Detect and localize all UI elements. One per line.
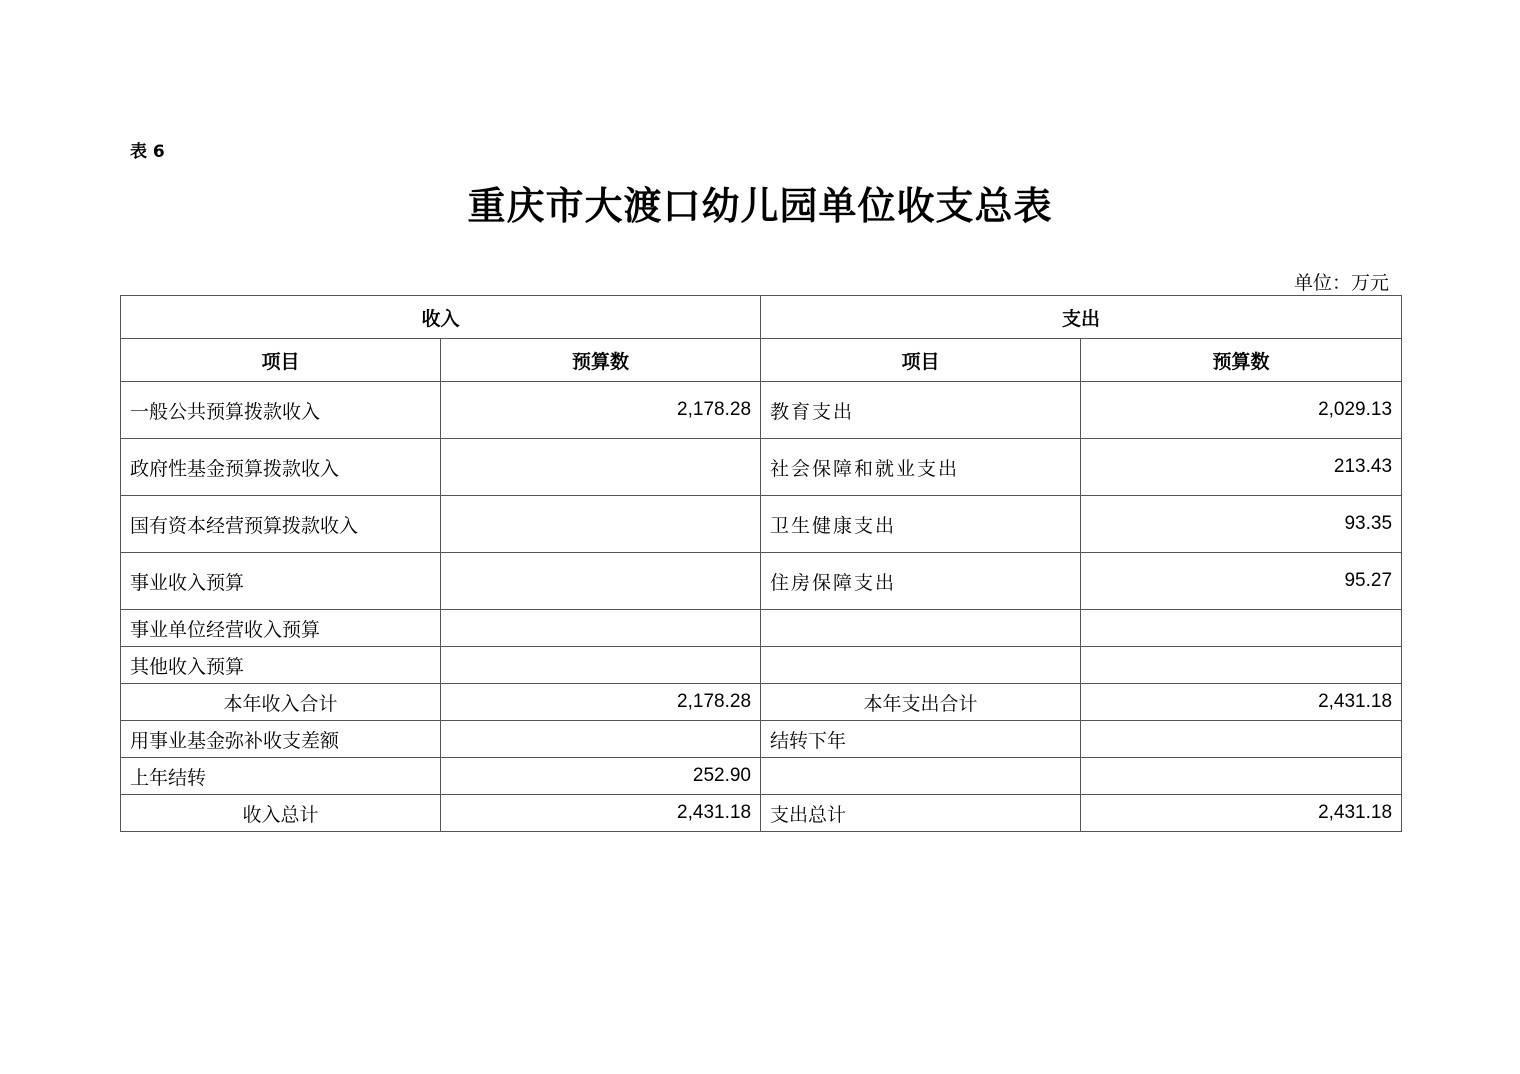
- expense-value-cell: 2,029.13: [1081, 382, 1402, 439]
- expense-section-header: 支出: [761, 296, 1402, 339]
- income-value-cell: [441, 610, 761, 647]
- expense-subtotal-label: 本年支出合计: [761, 684, 1081, 721]
- expense-value-cell: 213.43: [1081, 439, 1402, 496]
- subtotal-row: [121, 684, 1402, 721]
- expense-value-cell: [1081, 647, 1402, 684]
- income-value-cell: 2,178.28: [441, 382, 761, 439]
- income-total-label: 收入总计: [121, 795, 441, 832]
- income-expense-summary-table: [120, 295, 1402, 832]
- income-value-cell: 252.90: [441, 758, 761, 795]
- expense-item-cell: 卫生健康支出: [761, 496, 1081, 553]
- expense-value-cell: [1081, 721, 1402, 758]
- expense-subtotal-value: 2,431.18: [1081, 684, 1402, 721]
- expense-value-cell: 93.35: [1081, 496, 1402, 553]
- document-title: 重庆市大渡口幼儿园单位收支总表: [467, 184, 1053, 228]
- income-item-cell: 国有资本经营预算拨款收入: [121, 496, 441, 553]
- table-row: [121, 610, 1402, 647]
- expense-total-label: 支出总计: [761, 795, 1081, 832]
- income-item-cell: 政府性基金预算拨款收入: [121, 439, 441, 496]
- expense-item-cell: 教育支出: [761, 382, 1081, 439]
- income-subtotal-value: 2,178.28: [441, 684, 761, 721]
- income-item-cell: 事业收入预算: [121, 553, 441, 610]
- income-value-cell: [441, 721, 761, 758]
- expense-item-cell: 结转下年: [761, 721, 1081, 758]
- income-total-value: 2,431.18: [441, 795, 761, 832]
- table-number-label: 表 6: [130, 142, 165, 162]
- income-item-cell: 事业单位经营收入预算: [121, 610, 441, 647]
- income-budget-header: 预算数: [441, 339, 761, 382]
- income-subtotal-label: 本年收入合计: [121, 684, 441, 721]
- income-item-cell: 一般公共预算拨款收入: [121, 382, 441, 439]
- income-value-cell: [441, 647, 761, 684]
- income-item-cell: 上年结转: [121, 758, 441, 795]
- table-row: [121, 758, 1402, 795]
- unit-note: 单位：万元: [1293, 272, 1389, 294]
- expense-item-header: 项目: [761, 339, 1081, 382]
- expense-budget-header: 预算数: [1081, 339, 1402, 382]
- expense-item-cell: 社会保障和就业支出: [761, 439, 1081, 496]
- income-value-cell: [441, 496, 761, 553]
- expense-value-cell: [1081, 610, 1402, 647]
- expense-value-cell: [1081, 758, 1402, 795]
- income-value-cell: [441, 553, 761, 610]
- income-item-cell: 用事业基金弥补收支差额: [121, 721, 441, 758]
- expense-total-value: 2,431.18: [1081, 795, 1402, 832]
- table-row: [121, 382, 1402, 439]
- expense-value-cell: 95.27: [1081, 553, 1402, 610]
- expense-item-cell: [761, 647, 1081, 684]
- table-row: [121, 439, 1402, 496]
- grand-total-row: [121, 795, 1402, 832]
- expense-item-cell: 住房保障支出: [761, 553, 1081, 610]
- expense-item-cell: [761, 610, 1081, 647]
- section-header-row: [121, 296, 1402, 339]
- expense-item-cell: [761, 758, 1081, 795]
- income-section-header: 收入: [121, 296, 761, 339]
- column-header-row: [121, 339, 1402, 382]
- table-row: [121, 496, 1402, 553]
- income-item-cell: 其他收入预算: [121, 647, 441, 684]
- income-item-header: 项目: [121, 339, 441, 382]
- table-row: [121, 553, 1402, 610]
- table-row: [121, 721, 1402, 758]
- income-value-cell: [441, 439, 761, 496]
- table-row: [121, 647, 1402, 684]
